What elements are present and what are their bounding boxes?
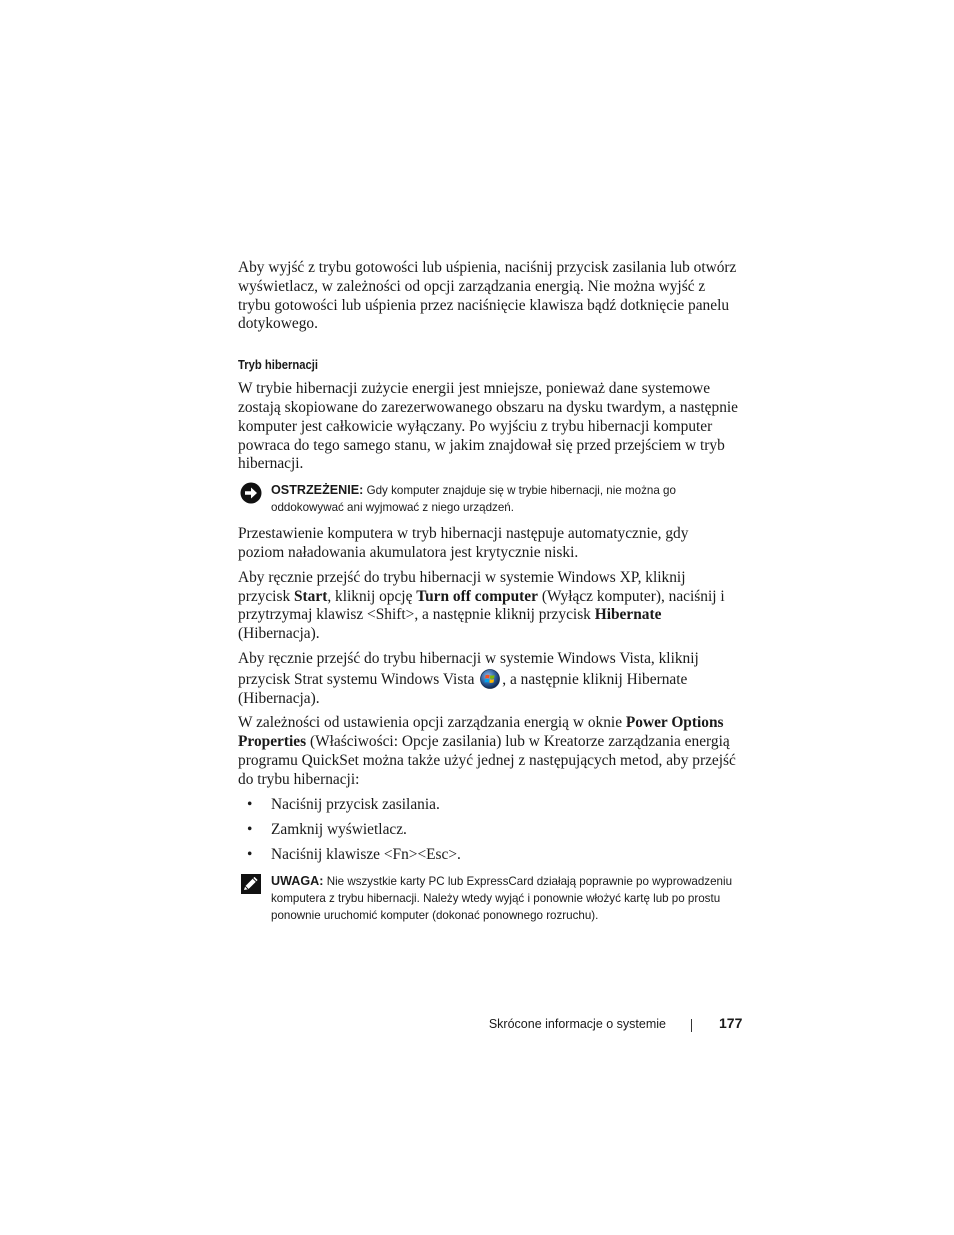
hibernation-methods-list [238,796,738,865]
warning-label: OSTRZEŻENIE: [271,483,364,498]
list-item: • Naciśnij klawisze <Fn><Esc>. [247,845,461,863]
note-text: Nie wszystkie karty PC lub ExpressCard działają poprawnie po wyprowadzeniu komputera z trybu hibernacji. Należy wtedy wyjąć i ponownie włożyć kartę lub po prostu ponownie uruchomić komputer (dokonać ponownego rozruchu). [271,874,733,922]
footer-title: Skrócone informacje o systemie [488,1017,666,1031]
footer-separator [691,1019,692,1032]
paragraph-xp-hibernate: Aby ręcznie przejść do trybu hibernacji w systemie Windows XP, kliknij przycisk Start, kliknij opcję Turn off computer (Wyłącz komputer), naciśnij i przytrzymaj klawisz <Shift>, a następnie kliknij przycisk Hibernate (Hibernacja). [238,568,725,643]
note-label: UWAGA: [271,873,324,888]
power-options-ui-label: Power Options Properties [238,714,724,751]
page-content [238,259,738,933]
page-footer [0,1015,954,1035]
paragraph-standby-exit: Aby wyjść z trybu gotowości lub uśpienia, naciśnij przycisk zasilania lub otwórz wyświetlacz, w zależności od opcji zarządzania energią. Nie można wyjść z trybu gotowości lub uśpienia przez naciśnięcie klawisza bądź dotknięcie panelu dotykowego. [238,259,737,333]
page-number: 177 [719,1015,743,1031]
paragraph-hibernation-intro: W trybie hibernacji zużycie energii jest mniejsze, ponieważ dane systemowe zostają skopiowane do zarezerwowanego obszaru na dysku twardym, a następnie komputer jest całkowicie wyłączany. Po wyjściu z trybu hibernacji komputer powraca do tego samego stanu, w jakim znajdował się przed przejściem w tryb hibernacji. [238,380,739,473]
paragraph-auto-hibernate: Przestawienie komputera w tryb hibernacji następuje automatycznie, gdy poziom naładowania akumulatora jest krytycznie niski. [238,525,689,561]
paragraph-power-options: W zależności od ustawienia opcji zarządzania energią w oknie Power Options Properties (Właściwości: Opcje zasilania) lub w Kreatorze zarządzania energią programu QuickSet można także użyć jednej z następujących metod, aby przejść do trybu hibernacji: [238,714,736,788]
warning-arrow-icon [240,482,262,504]
note-notice [238,873,738,924]
hibernate-ui-label: Hibernate [594,606,662,624]
warning-notice [238,482,738,516]
windows-vista-start-icon [480,669,500,689]
paragraph-vista-hibernate: Aby ręcznie przejść do trybu hibernacji w systemie Windows Vista, kliknij przycisk Strat systemu Windows Vista , a następnie kliknij Hibernate (Hibernacja). [238,649,699,707]
section-heading-hibernation: Tryb hibernacji [238,358,319,373]
start-ui-label: Start [294,587,328,605]
list-item: • Naciśnij przycisk zasilania. [247,795,440,813]
list-item: • Zamknij wyświetlacz. [247,820,407,838]
turn-off-ui-label: Turn off computer [416,587,538,605]
pencil-note-icon [240,873,262,895]
warning-text: Gdy komputer znajduje się w trybie hibernacji, nie można go oddokowywać ani wyjmować z niego urządzeń. [271,484,676,515]
